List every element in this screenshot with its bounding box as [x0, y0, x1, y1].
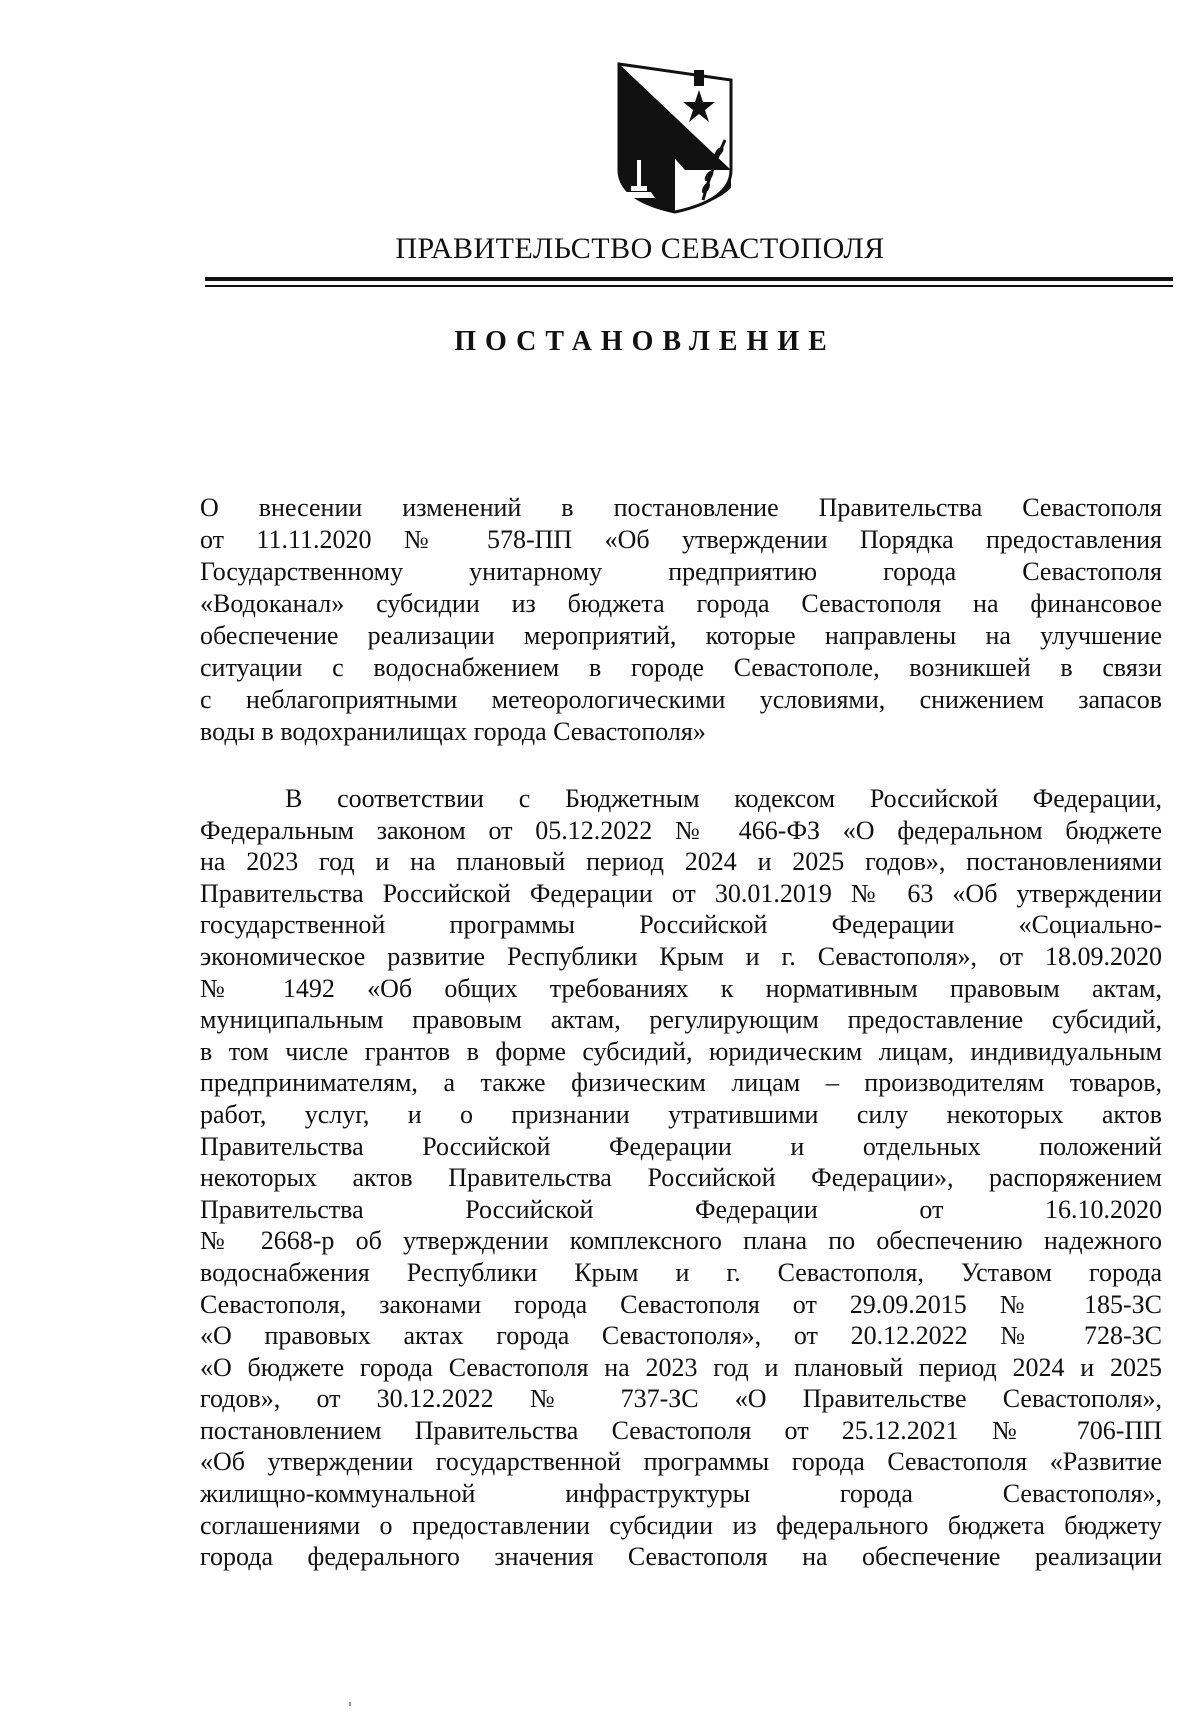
government-title: ПРАВИТЕЛЬСТВО СЕВАСТОПОЛЯ — [395, 232, 885, 265]
body-line: № 1492 «Об общих требованиях к нормативным правовым актам, — [200, 973, 1162, 1003]
body-line: Правительства Российской Федерации от 30.01.2019 № 63 «Об утверждении — [200, 878, 1162, 908]
body-line: «О правовых актах города Севастополя», от 20.12.2022 № 728-ЗС — [200, 1321, 1162, 1351]
body-line: некоторых актов Правительства Российской Федерации», распоряжением — [200, 1163, 1162, 1193]
body-line: Севастополя, законами города Севастополя от 29.09.2015 № 185-ЗС — [200, 1289, 1162, 1319]
subject-line: воды в водохранилищах города Севастополя» — [200, 717, 706, 746]
body-line: Федеральным законом от 05.12.2022 № 466-ФЗ «О федеральном бюджете — [200, 815, 1162, 845]
body-line: на 2023 год и на плановый период 2024 и 2025 годов», постановлениями — [200, 847, 1162, 877]
body-line: жилищно-коммунальной инфраструктуры города Севастополя», — [200, 1479, 1162, 1509]
document-body — [200, 783, 1162, 1573]
subject-line: ситуации с водоснабжением в городе Севастополе, возникшей в связи — [200, 653, 1162, 682]
body-line: годов», от 30.12.2022 № 737-ЗС «О Правительстве Севастополя», — [200, 1384, 1162, 1414]
body-line: в том числе грантов в форме субсидий, юридическим лицам, индивидуальным — [200, 1036, 1162, 1066]
body-line: водоснабжения Республики Крым и г. Севастополя, Уставом города — [200, 1257, 1162, 1287]
body-line: № 2668-р об утверждении комплексного плана по обеспечению надежного — [200, 1226, 1162, 1256]
body-line: постановлением Правительства Севастополя от 25.12.2021 № 706-ПП — [200, 1415, 1162, 1445]
subject-line: «Водоканал» субсидии из бюджета города Севастополя на финансовое — [200, 589, 1162, 618]
body-line: работ, услуг, и о признании утратившими силу некоторых актов — [200, 1099, 1162, 1129]
body-line: муниципальным правовым актам, регулирующим предоставление субсидий, — [200, 1005, 1162, 1035]
body-line: города федерального значения Севастополя на обеспечение реализации — [200, 1542, 1162, 1572]
subject-line: Государственному унитарному предприятию города Севастополя — [200, 557, 1162, 586]
subject-line: от 11.11.2020 № 578-ПП «Об утверждении Порядка предоставления — [200, 525, 1162, 554]
scan-speck — [349, 1702, 351, 1706]
body-line: «Об утверждении государственной программы города Севастополя «Развитие — [200, 1447, 1162, 1477]
header-divider-thick — [205, 277, 1173, 281]
body-line: В соответствии с Бюджетным кодексом Российской Федерации, — [285, 784, 1162, 813]
body-line: Правительства Российской Федерации и отдельных положений — [200, 1131, 1162, 1161]
coat-of-arms-icon — [615, 60, 735, 215]
body-line: экономическое развитие Республики Крым и г. Севастополя», от 18.09.2020 — [200, 941, 1162, 971]
subject-line: О внесении изменений в постановление Правительства Севастополя — [200, 493, 1162, 522]
body-line: Правительства Российской Федерации от 16.10.2020 — [200, 1194, 1162, 1224]
document-subject — [200, 492, 1162, 748]
body-line: «О бюджете города Севастополя на 2023 год и плановый период 2024 и 2025 — [200, 1352, 1162, 1382]
document-type-heading: ПОСТАНОВЛЕНИЕ — [454, 326, 836, 357]
body-line: соглашениями о предоставлении субсидии из федерального бюджета бюджету — [200, 1510, 1162, 1540]
subject-line: обеспечение реализации мероприятий, которые направлены на улучшение — [200, 621, 1162, 650]
subject-line: с неблагоприятными метеорологическими условиями, снижением запасов — [200, 685, 1162, 714]
body-line: государственной программы Российской Федерации «Социально- — [200, 910, 1162, 940]
body-line: предпринимателям, а также физическим лицам – производителям товаров, — [200, 1068, 1162, 1098]
header-divider-thin — [205, 285, 1173, 287]
